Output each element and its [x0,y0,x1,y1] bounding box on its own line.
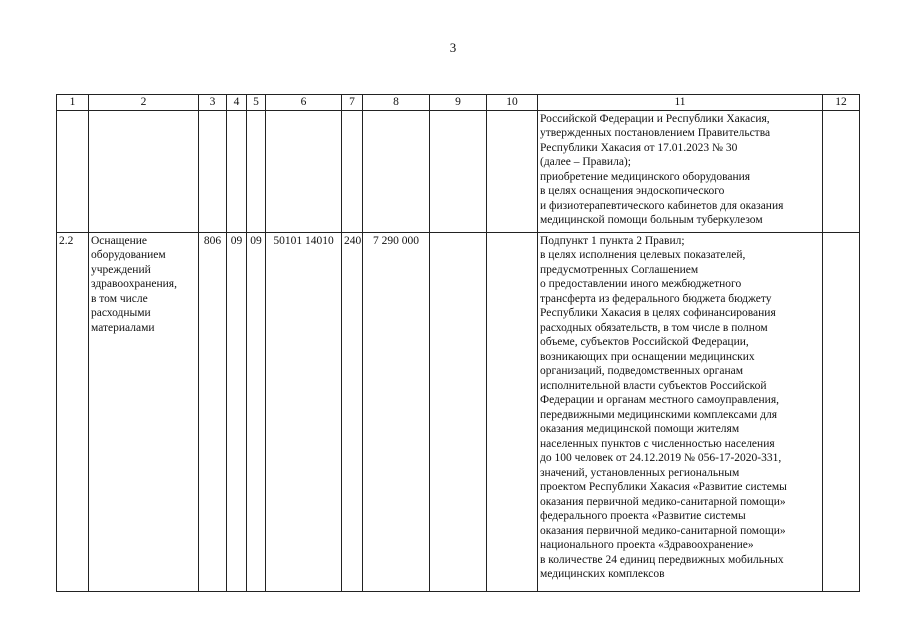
cell-empty [227,110,247,232]
cell-empty [823,110,860,232]
text-line: населенных пунктов с численностью населения [540,437,775,450]
column-header-1: 1 [57,95,89,111]
text-line: приобретение медицинского оборудования [540,170,751,183]
cell-empty [199,110,227,232]
text-line: здравоохранения, [91,278,177,290]
text-line: объеме, субъектов Российской Федерации, [540,336,749,348]
description-lines [540,234,820,582]
cell-empty [363,110,430,232]
cell-col4: 09 [227,232,247,591]
column-header-8: 8 [363,95,430,111]
column-header-7: 7 [342,95,363,111]
cell-description [538,232,823,591]
cell-col10 [487,232,538,591]
text-line: в том числе [91,292,148,305]
page-number: 3 [449,40,457,55]
column-header-4: 4 [227,95,247,111]
text-line: оборудованием [91,249,166,261]
text-line: в количестве 24 единиц передвижных мобильных [540,553,784,566]
text-line: Республики Хакасия в целях софинансирования [540,307,776,319]
text-line: расходных обязательств, в том числе в полном [540,321,768,334]
text-line: Российской Федерации и Республики Хакасия, [540,112,770,125]
table-row-continuation [57,110,860,232]
cell-col7: 240 [342,232,363,591]
cell-empty [430,110,487,232]
table-row-item-2-2 [57,232,860,591]
text-line: передвижными медицинскими комплексами для [540,408,778,421]
text-line: проектом Республики Хакасия «Развитие системы [540,481,787,493]
text-line: расходными [91,307,151,319]
cell-empty [89,110,199,232]
column-header-9: 9 [430,95,487,111]
cell-col8: 7 290 000 [363,232,430,591]
text-line: до 100 человек от 24.12.2019 № 056-17-2020-331, [540,452,782,464]
text-line: и физиотерапевтического кабинетов для оказания [540,199,784,212]
cell-item-name [89,232,199,591]
cell-col12 [823,232,860,591]
text-line: (далее – Правила); [540,156,631,168]
text-line: утвержденных постановлением Правительства [540,127,771,139]
text-line: исполнительной власти субъектов Российской [540,379,767,392]
text-line: оказания первичной медико-санитарной помощи» [540,495,786,508]
text-line: оказания медицинской помощи жителям [540,423,740,435]
cell-empty [342,110,363,232]
column-header-2: 2 [89,95,199,111]
column-header-11: 11 [538,95,823,111]
text-line: учреждений [91,263,151,276]
cell-col5: 09 [247,232,266,591]
item-name-lines [91,234,196,336]
text-line: медицинских комплексов [540,568,665,580]
text-line: медицинской помощи больным туберкулезом [540,214,763,226]
text-line: значений, установленных региональным [540,466,740,479]
text-line: Оснащение [91,234,148,247]
cell-col9 [430,232,487,591]
cell-item-number: 2.2 [57,232,89,591]
text-line: Республики Хакасия от 17.01.2023 № 30 [540,141,738,154]
text-line: в целях оснащения эндоскопического [540,185,725,197]
cell-empty [247,110,266,232]
text-line: национального проекта «Здравоохранение» [540,539,754,551]
text-line: предусмотренных Соглашением [540,263,699,276]
table-header-row [57,95,860,111]
text-line: материалами [91,321,155,334]
text-line: Подпункт 1 пункта 2 Правил; [540,234,685,247]
cell-empty [266,110,342,232]
cell-col3: 806 [199,232,227,591]
cell-description-continuation [538,110,823,232]
text-line: Федерации и органам местного самоуправления, [540,394,779,406]
column-header-12: 12 [823,95,860,111]
column-header-3: 3 [199,95,227,111]
text-line: организаций, подведомственных органам [540,365,744,377]
cell-col6: 50101 14010 [266,232,342,591]
cell-empty [57,110,89,232]
description-lines [540,112,820,228]
text-line: о предоставлении иного межбюджетного [540,278,742,290]
text-line: в целях исполнения целевых показателей, [540,249,746,261]
text-line: трансферта из федерального бюджета бюджету [540,292,772,305]
text-line: возникающих при оснащении медицинских [540,350,755,363]
column-header-10: 10 [487,95,538,111]
text-line: федерального проекта «Развитие системы [540,510,746,522]
cell-empty [487,110,538,232]
text-line: оказания первичной медико-санитарной помощи» [540,524,786,537]
budget-table [56,94,860,592]
column-header-6: 6 [266,95,342,111]
column-header-5: 5 [247,95,266,111]
